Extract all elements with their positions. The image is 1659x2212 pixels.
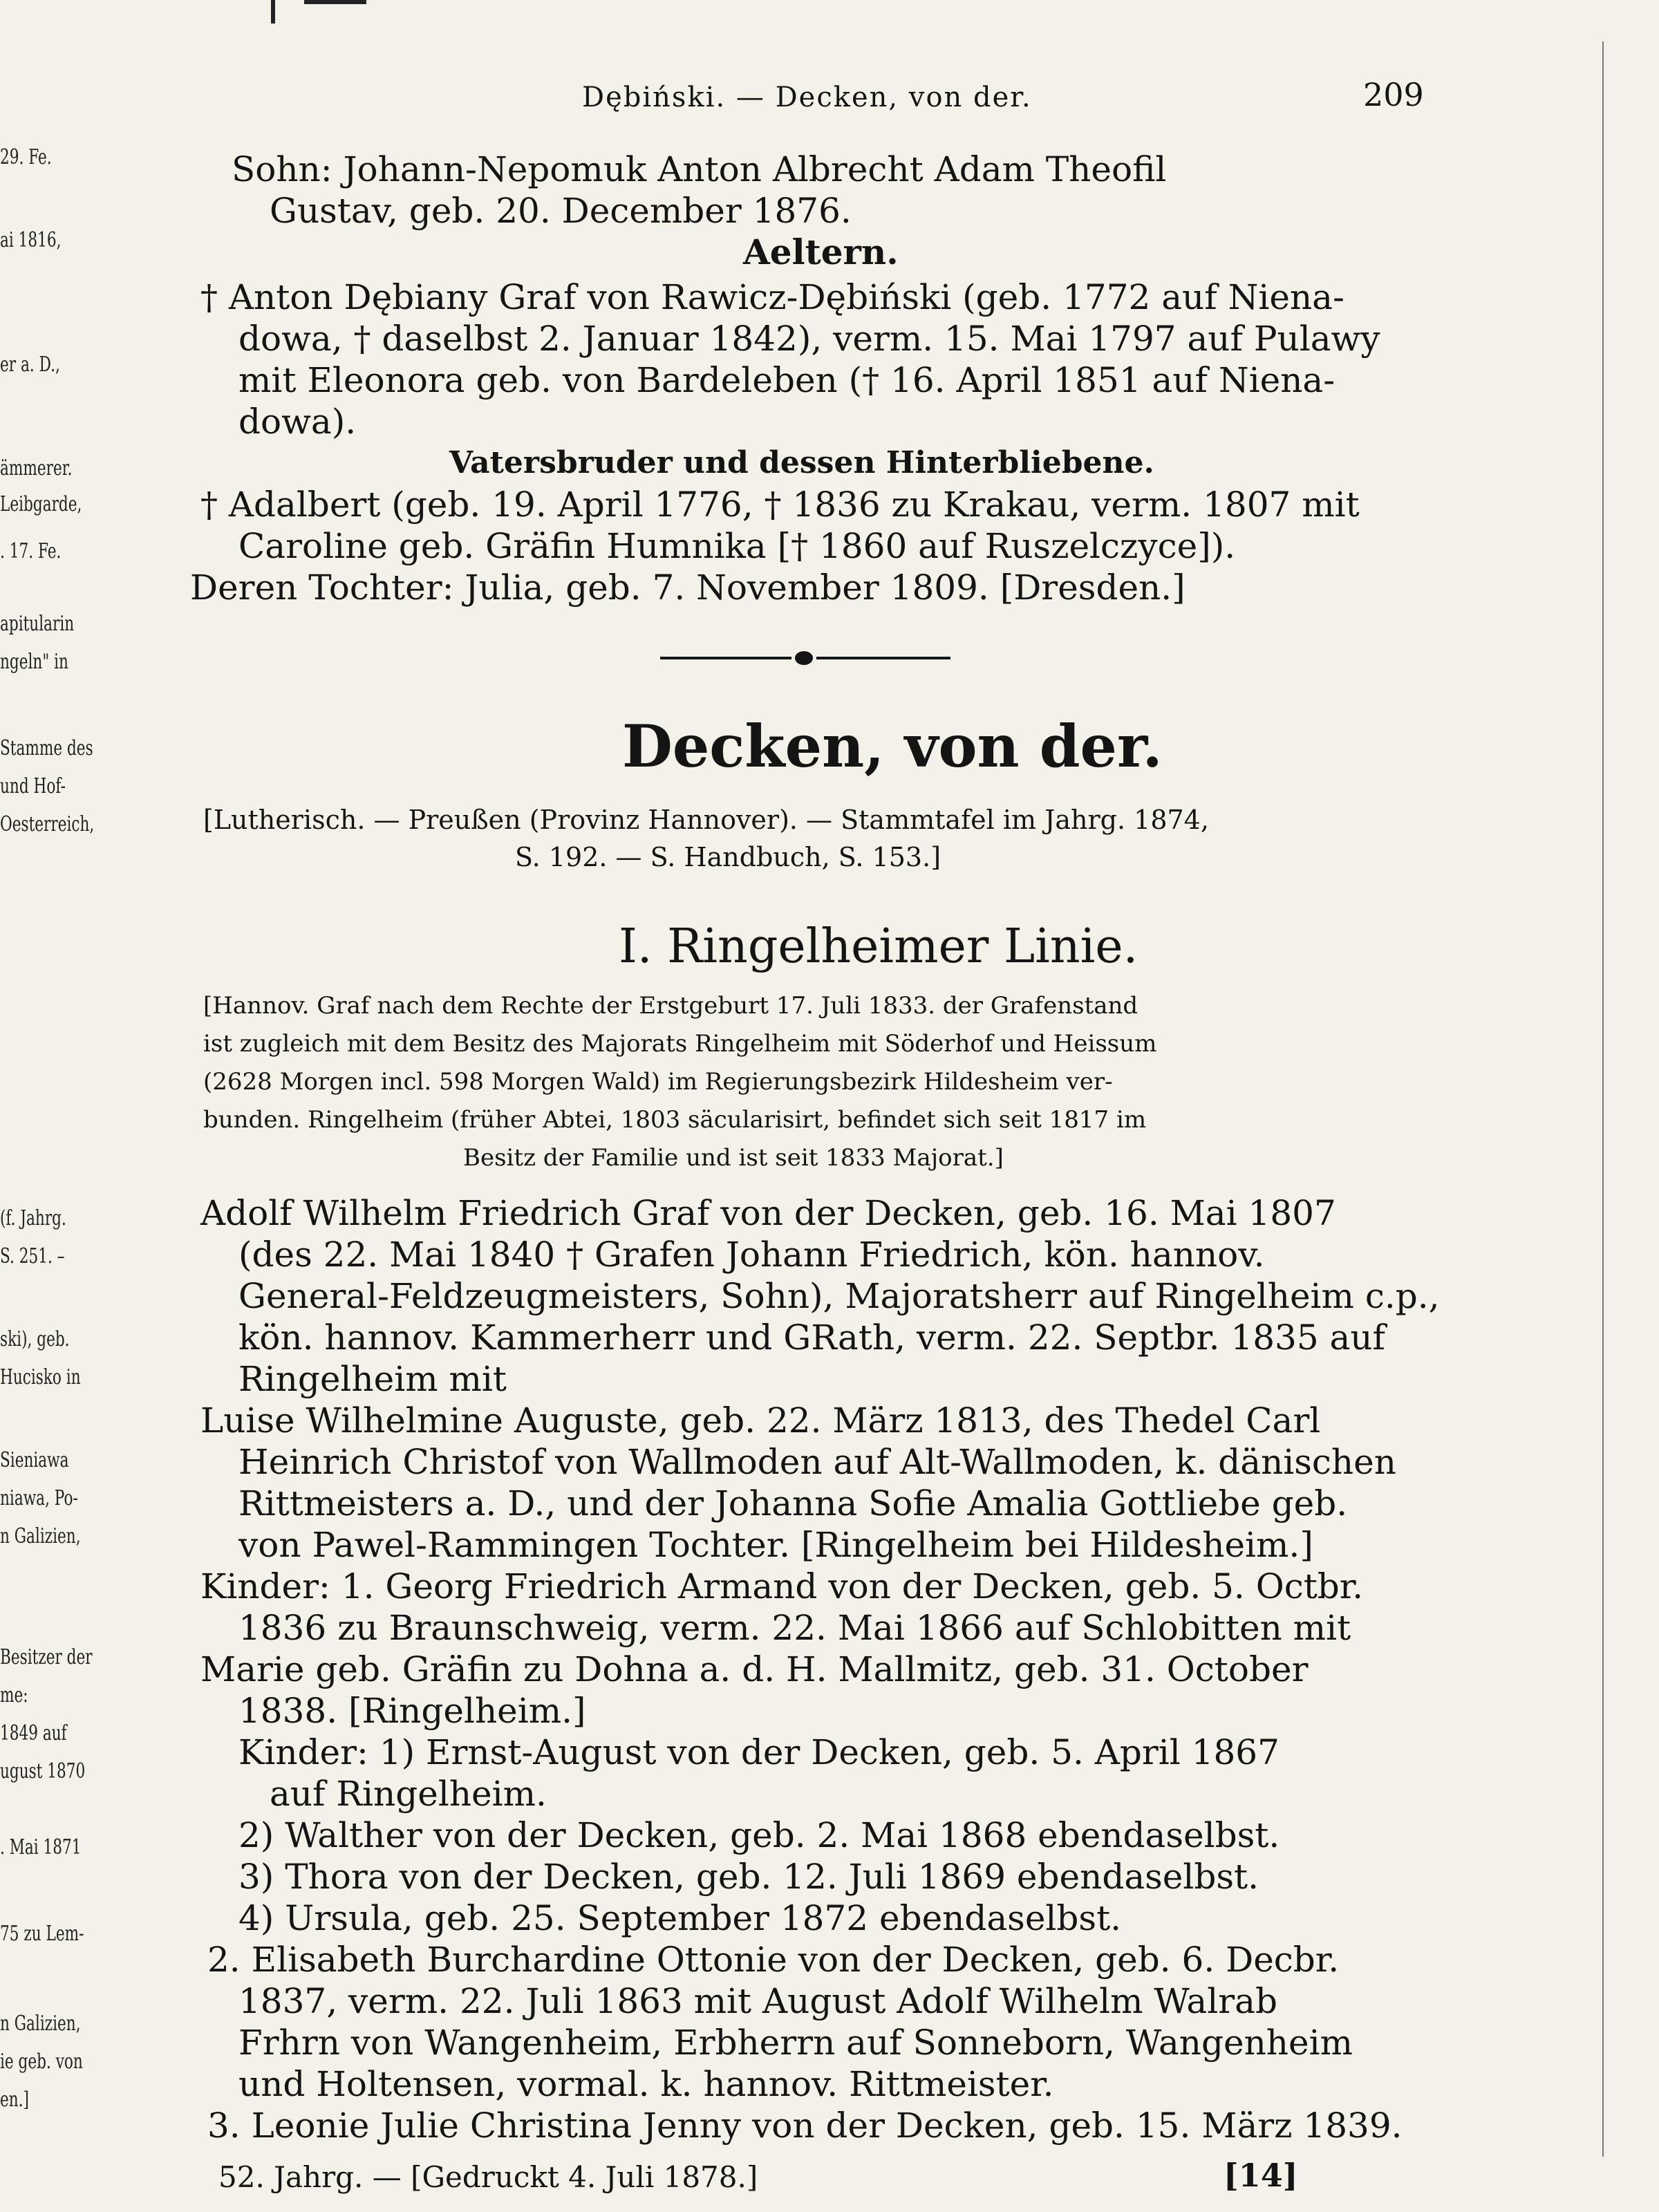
text-line: Gustav, geb. 20. December 1876. <box>270 191 852 231</box>
text-line: † Adalbert (geb. 19. April 1776, † 1836 zu Krakau, verm. 1807 mit <box>200 485 1360 525</box>
signature-mark: [14] <box>1224 2157 1298 2194</box>
margin-fragment: Besitzer der <box>0 1645 93 1669</box>
text-line: Frhrn von Wangenheim, Erbherrn auf Sonneborn, Wangenheim <box>238 2023 1353 2063</box>
text-line: Luise Wilhelmine Auguste, geb. 22. März 1813, des Thedel Carl <box>200 1400 1321 1441</box>
small-text-line: ist zugleich mit dem Besitz des Majorats Ringelheim mit Söderhof und Heissum <box>203 1030 1157 1058</box>
subhead-line: S. 192. — S. Handbuch, S. 153.] <box>515 842 941 872</box>
text-line: auf Ringelheim. <box>270 1774 547 1814</box>
margin-fragment: ai 1816, <box>0 228 62 252</box>
margin-fragment: Leibgarde, <box>0 492 82 516</box>
small-text-line: bunden. Ringelheim (früher Abtei, 1803 säcularisirt, befindet sich seit 1817 im <box>203 1106 1147 1134</box>
margin-fragment: en.] <box>0 2088 29 2112</box>
text-line: † Anton Dębiany Graf von Rawicz-Dębiński (geb. 1772 auf Niena- <box>200 277 1344 317</box>
text-line: General-Feldzeugmeisters, Sohn), Majoratsherr auf Ringelheim c.p., <box>238 1276 1440 1316</box>
margin-fragment: n Galizien, <box>0 2012 81 2036</box>
gutter-mark <box>271 0 275 24</box>
text-line: mit Eleonora geb. von Bardeleben († 16. April 1851 auf Niena- <box>238 360 1335 400</box>
text-line: Sohn: Johann-Nepomuk Anton Albrecht Adam Theofil <box>232 149 1167 189</box>
margin-fragment: apitularin <box>0 612 75 636</box>
text-line: 2. Elisabeth Burchardine Ottonie von der Decken, geb. 6. Decbr. <box>207 1940 1340 1980</box>
text-line: Caroline geb. Gräfin Humnika [† 1860 auf Ruszelczyce]). <box>238 526 1236 566</box>
page-edge-rule <box>1602 41 1604 2157</box>
margin-fragment: Stamme des <box>0 736 93 760</box>
text-line: (des 22. Mai 1840 † Grafen Johann Friedrich, kön. hannov. <box>238 1235 1265 1275</box>
margin-fragment: n Galizien, <box>0 1524 81 1548</box>
text-line: dowa). <box>238 402 357 442</box>
margin-fragment: Sieniawa <box>0 1448 69 1472</box>
margin-fragment: ski), geb. <box>0 1327 70 1351</box>
margin-fragment: Hucisko in <box>0 1365 81 1389</box>
text-line: Ringelheim mit <box>238 1359 507 1399</box>
text-line: 3) Thora von der Decken, geb. 12. Juli 1869 ebendaselbst. <box>238 1857 1259 1897</box>
margin-fragment: 29. Fe. <box>0 145 52 169</box>
text-line: 4) Ursula, geb. 25. September 1872 ebendaselbst. <box>238 1898 1122 1938</box>
heading-vatersbruder: Vatersbruder und dessen Hinterbliebene. <box>449 445 1154 480</box>
text-line: Marie geb. Gräfin zu Dohna a. d. H. Mallmitz, geb. 31. October <box>200 1649 1309 1689</box>
text-line: Kinder: 1) Ernst-August von der Decken, geb. 5. April 1867 <box>238 1732 1280 1772</box>
text-line: Adolf Wilhelm Friedrich Graf von der Decken, geb. 16. Mai 1807 <box>200 1193 1336 1233</box>
margin-fragment: ämmerer. <box>0 456 73 480</box>
text-line: von Pawel-Rammingen Tochter. [Ringelheim bei Hildesheim.] <box>238 1525 1313 1565</box>
margin-fragment: Oesterreich, <box>0 812 95 836</box>
text-line: 1837, verm. 22. Juli 1863 mit August Adolf Wilhelm Walrab <box>238 1981 1277 2021</box>
text-line: kön. hannov. Kammerherr und GRath, verm. 22. Septbr. 1835 auf <box>238 1318 1386 1358</box>
margin-fragment: ugust 1870 <box>0 1759 86 1783</box>
running-header: Dębiński. — Decken, von der. <box>582 82 1032 113</box>
text-line: 1836 zu Braunschweig, verm. 22. Mai 1866 auf Schlobitten mit <box>238 1608 1351 1648</box>
margin-fragment: niawa, Po- <box>0 1486 78 1510</box>
small-text-line: [Hannov. Graf nach dem Rechte der Erstgeburt 17. Juli 1833. der Grafenstand <box>203 992 1138 1020</box>
footer-imprint: 52. Jahrg. — [Gedruckt 4. Juli 1878.] <box>218 2160 758 2194</box>
section-ornament <box>660 650 950 666</box>
gutter-mark <box>304 0 366 4</box>
small-text-line: Besitz der Familie und ist seit 1833 Majorat.] <box>463 1144 1004 1172</box>
margin-fragment: ie geb. von <box>0 2050 83 2074</box>
margin-fragment: er a. D., <box>0 353 60 377</box>
family-title: Decken, von der. <box>622 712 1163 780</box>
text-line: 3. Leonie Julie Christina Jenny von der Decken, geb. 15. März 1839. <box>207 2106 1403 2146</box>
margin-fragment: . Mai 1871 <box>0 1835 82 1859</box>
text-line: 2) Walther von der Decken, geb. 2. Mai 1868 ebendaselbst. <box>238 1815 1280 1855</box>
text-line: Deren Tochter: Julia, geb. 7. November 1809. [Dresden.] <box>190 568 1185 608</box>
left-margin-fragments <box>0 0 104 2212</box>
text-line: Kinder: 1. Georg Friedrich Armand von der Decken, geb. 5. Octbr. <box>200 1566 1364 1606</box>
text-line: Rittmeisters a. D., und der Johanna Sofie Amalia Gottliebe geb. <box>238 1483 1348 1524</box>
margin-fragment: (f. Jahrg. <box>0 1206 66 1230</box>
margin-fragment: me: <box>0 1683 28 1707</box>
margin-fragment: und Hof- <box>0 774 66 798</box>
text-line: 1838. [Ringelheim.] <box>238 1691 586 1731</box>
heading-aeltern: Aeltern. <box>743 232 899 272</box>
subhead-line: [Lutherisch. — Preußen (Provinz Hannover). — Stammtafel im Jahrg. 1874, <box>203 805 1209 835</box>
margin-fragment: ngeln" in <box>0 650 68 674</box>
margin-fragment: S. 251. – <box>0 1244 65 1268</box>
margin-fragment: 1849 auf <box>0 1721 67 1745</box>
text-line: dowa, † daselbst 2. Januar 1842), verm. 15. Mai 1797 auf Pulawy <box>238 319 1380 359</box>
section-title: I. Ringelheimer Linie. <box>619 919 1138 974</box>
small-text-line: (2628 Morgen incl. 598 Morgen Wald) im Regierungsbezirk Hildesheim ver- <box>203 1068 1113 1096</box>
text-line: und Holtensen, vormal. k. hannov. Rittmeister. <box>238 2064 1054 2104</box>
text-line: Heinrich Christof von Wallmoden auf Alt-Wallmoden, k. dänischen <box>238 1442 1396 1482</box>
page-number: 209 <box>1363 76 1424 113</box>
margin-fragment: . 17. Fe. <box>0 539 62 563</box>
margin-fragment: 75 zu Lem- <box>0 1922 84 1946</box>
